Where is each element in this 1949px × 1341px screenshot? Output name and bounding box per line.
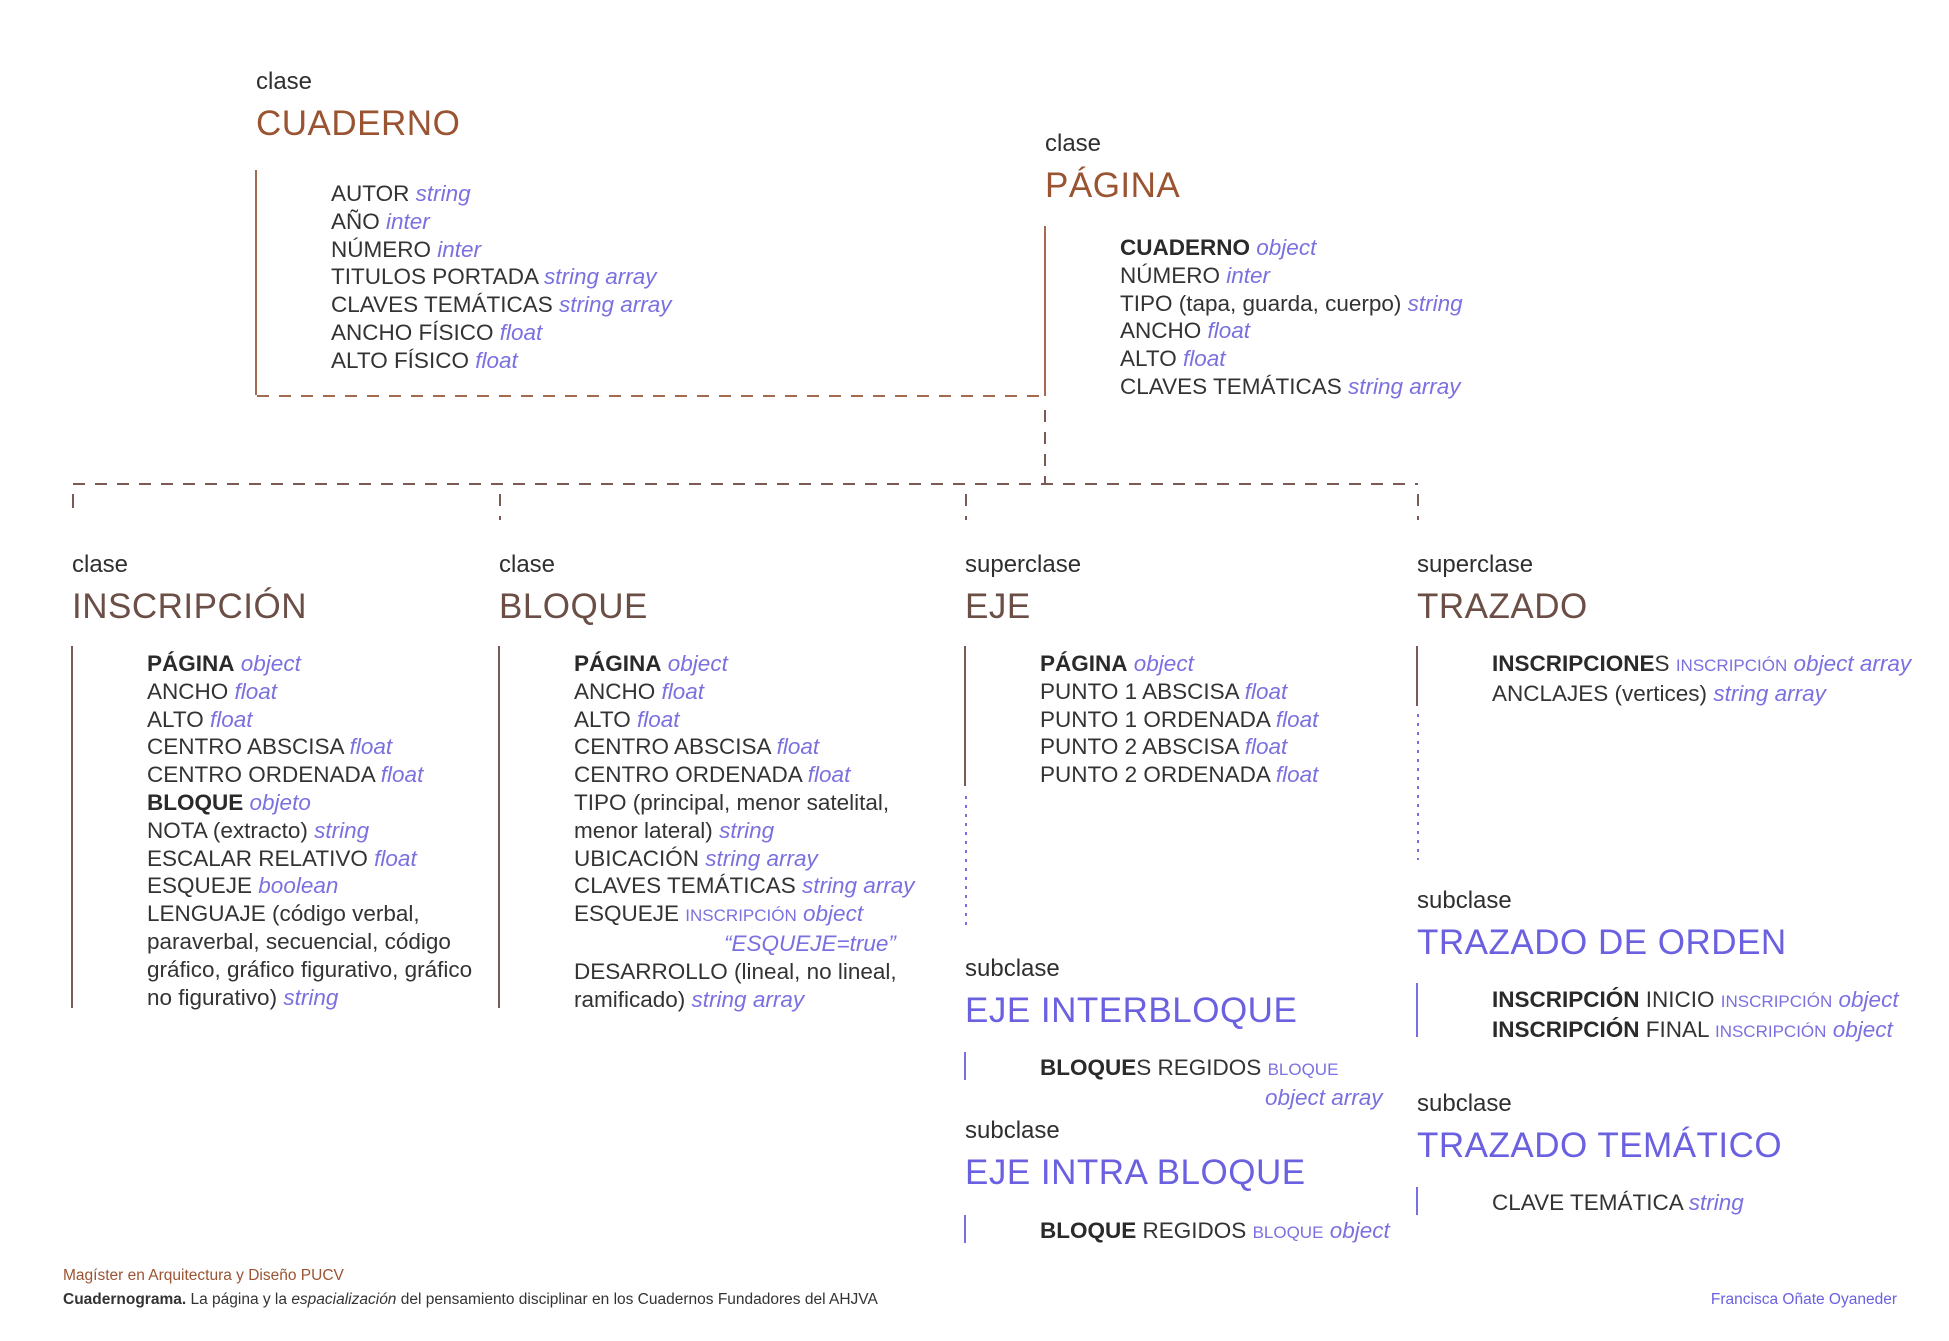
attribute-row [1040,1217,1390,1247]
attribute-row [574,678,915,706]
attrs-bloque [574,650,915,1013]
attribute-name: CENTRO ORDENADA [147,762,375,788]
attribute-type: float [234,678,278,704]
class-name: EJE INTRA BLOQUE [965,1153,1306,1192]
attribute-row [147,789,472,817]
attribute-type: float [1275,762,1319,788]
class-bar-bloque [498,646,500,1008]
attribute-row [574,761,915,789]
attribute-type-class: INSCRIPCIÓN [1720,992,1833,1011]
class-kind: clase [1045,130,1102,157]
attribute-type: string [283,984,339,1010]
attribute-type: string array [543,264,657,290]
attribute-type: string array [559,292,672,318]
attribute-type: object [240,651,301,676]
attribute-type: float [209,706,253,732]
attribute-type: float [499,319,543,345]
attribute-name: S [1654,651,1670,676]
attribute-name: PUNTO 2 ORDENADA [1040,762,1270,788]
class-kind: superclase [965,551,1082,578]
attribute-type: float [1244,734,1288,760]
attribute-row [147,733,472,761]
attribute-name: CENTRO ABSCISA [147,734,344,760]
attribute-row [1492,1016,1899,1046]
attribute-name-bold: BLOQUE [1040,1055,1137,1080]
attribute-type: object [1832,1016,1893,1042]
attribute-name-bold: BLOQUE [1040,1218,1137,1243]
class-bar-cuaderno [255,170,257,395]
attribute-type: string [314,817,370,843]
attribute-row [574,817,915,845]
attribute-name-bold: CUADERNO [1120,235,1251,260]
footer-title [63,1291,878,1309]
attribute-row [1040,678,1318,706]
attribute-name-bold: INSCRIPCIONE [1492,651,1655,676]
attribute-type: object array [1793,651,1912,676]
class-name: TRAZADO TEMÁTICO [1417,1126,1783,1165]
attrs-cuaderno [331,180,672,375]
attribute-type: string [415,181,471,206]
attribute-row [147,650,472,678]
attribute-name: ALTO [1120,346,1177,372]
class-kind: subclase [1417,887,1512,914]
attribute-row [1040,650,1318,678]
attribute-type: string array [691,986,805,1012]
attrs-inscripcion [147,650,472,1011]
attribute-name: CENTRO ORDENADA [574,762,802,788]
attribute-type: float [475,347,518,373]
class-name: INSCRIPCIÓN [72,587,307,626]
attribute-row [1120,262,1463,290]
attribute-type-class: BLOQUE [1252,1223,1324,1242]
attribute-type: string [1407,290,1463,316]
footer-institution: Magíster en Arquitectura y Diseño PUCV [63,1267,344,1284]
attribute-name: no figurativo) [147,984,278,1010]
attrs-trazado-orden [1492,986,1899,1046]
attribute-type: string array [1348,373,1461,399]
attribute-name: CLAVES TEMÁTICAS [574,873,796,899]
attribute-name: UBICACIÓN [574,845,706,871]
attribute-name: CLAVE TEMÁTICA [1492,1190,1683,1215]
attribute-type: object [1133,651,1194,676]
attribute-name-bold: PÁGINA [574,651,662,676]
footer-author: Francisca Oñate Oyaneder [1710,1291,1897,1308]
class-bar-eje-intra [964,1215,966,1243]
footer-title-pre: La página y la [186,1291,292,1308]
attribute-name: ANCHO [1120,318,1202,344]
attribute-type: float [1244,678,1288,704]
class-name: TRAZADO DE ORDEN [1417,923,1787,962]
attribute-row [1120,317,1463,345]
attribute-name: NOTA (extracto) [147,817,308,843]
attribute-name: ANCHO [147,678,229,704]
attribute-type: inter [437,236,482,262]
attribute-type: float [1207,318,1251,344]
class-name: BLOQUE [499,587,648,626]
class-kind: subclase [1417,1090,1512,1117]
attribute-name: PUNTO 2 ABSCISA [1040,734,1239,760]
class-bar-eje [964,646,966,786]
class-name: PÁGINA [1045,166,1181,205]
attribute-row [331,180,672,208]
attribute-type: string [1688,1190,1744,1215]
attribute-row [1492,1189,1744,1217]
attribute-type: string array [1713,680,1826,706]
attribute-name: PUNTO 1 ORDENADA [1040,706,1270,732]
attribute-row [1120,290,1463,318]
attribute-row [147,956,472,984]
attribute-row [147,928,472,956]
attrs-trazado [1492,650,1911,708]
attrs-eje-intra [1040,1217,1390,1247]
attribute-row [331,319,672,347]
class-eje [965,551,1081,627]
attribute-row [574,845,915,873]
attribute-name: AUTOR [331,181,410,206]
attribute-row [574,789,915,817]
attribute-row [574,930,915,958]
class-kind: clase [72,551,129,578]
attribute-name: ESQUEJE [574,901,680,927]
attribute-name: ESCALAR RELATIVO [147,845,368,871]
attribute-row [1040,761,1318,789]
attribute-row [574,958,915,986]
attribute-name: menor lateral) [574,817,713,843]
attribute-type: float [1275,706,1319,732]
class-kind: subclase [965,1117,1060,1144]
attribute-name: NÚMERO [331,236,431,262]
attribute-row [147,845,472,873]
attribute-row [1492,986,1899,1016]
attribute-row [331,291,672,319]
attribute-name: ALTO FÍSICO [331,347,469,373]
class-kind: clase [256,68,313,95]
attribute-type: boolean [258,873,339,899]
attribute-name: gráfico, gráfico figurativo, gráfico [147,956,473,982]
attribute-name: CENTRO ABSCISA [574,734,771,760]
attribute-row [1120,345,1463,373]
attribute-row [1120,373,1463,401]
class-inscripcion [72,551,307,627]
attribute-row [331,263,672,291]
class-bar-trazado-orden [1416,983,1418,1037]
class-name: TRAZADO [1417,587,1588,626]
attrs-pagina [1120,234,1463,401]
attribute-name: NÚMERO [1120,262,1220,288]
attribute-type: float [380,762,424,788]
attribute-row [574,706,915,734]
class-bar-eje-interbloque [964,1052,966,1080]
attribute-name: ALTO [147,706,204,732]
attrs-eje [1040,650,1318,789]
attribute-name: ramificado) [574,986,686,1012]
attribute-type: string array [802,873,915,899]
class-bar-inscripcion [71,646,73,1008]
class-bar-trazado-tematico [1416,1187,1418,1215]
class-bloque [499,551,648,627]
attribute-type: float [636,706,680,732]
attribute-name: CLAVES TEMÁTICAS [331,292,553,318]
attribute-name: S REGIDOS [1136,1055,1262,1080]
attribute-row [147,706,472,734]
attribute-row [331,347,672,375]
attribute-name-bold: INSCRIPCIÓN [1492,1016,1640,1042]
attribute-type: string array [705,845,818,871]
attribute-row [1492,680,1911,708]
attribute-row [147,678,472,706]
footer-title-post: del pensamiento disciplinar en los Cuadernos Fundadores del AHJVA [396,1291,878,1308]
attribute-row [147,761,472,789]
attribute-row [1040,733,1318,761]
attribute-row [1040,1054,1383,1084]
attribute-type: inter [1226,262,1271,288]
attribute-name: ANCHO FÍSICO [331,319,494,345]
attribute-type: object [1329,1218,1390,1243]
attribute-row [331,208,672,236]
attribute-row [331,236,672,264]
attribute-name: TIPO (principal, menor satelital, [574,789,890,815]
attribute-name: REGIDOS [1136,1218,1247,1243]
class-kind: subclase [965,955,1060,982]
attribute-type: float [807,762,851,788]
attribute-name: ALTO [574,706,631,732]
attribute-row [147,900,472,928]
attribute-type: float [661,678,705,704]
attribute-note: “ESQUEJE=true” [724,930,896,956]
attribute-name-bold: BLOQUE [147,789,244,815]
class-kind: superclase [1417,551,1534,578]
attribute-row [1120,234,1463,262]
attribute-name: DESARROLLO (lineal, no lineal, [574,958,897,984]
class-name: EJE INTERBLOQUE [965,991,1298,1030]
attribute-name-bold: INSCRIPCIÓN [1492,987,1640,1012]
attribute-row [574,733,915,761]
class-trazado-tematico [1417,1090,1782,1166]
attribute-name: TIPO (tapa, guarda, cuerpo) [1120,290,1402,316]
attribute-name: PUNTO 1 ABSCISA [1040,678,1239,704]
class-pagina [1045,130,1180,206]
class-eje-intra-bloque [965,1117,1306,1193]
attribute-name-bold: PÁGINA [147,651,235,676]
attribute-type: object [667,651,728,676]
attribute-row [574,900,915,930]
attribute-row [147,984,472,1012]
class-name: CUADERNO [256,104,461,143]
attribute-name: LENGUAJE (código verbal, [147,901,420,927]
class-bar-pagina [1044,226,1046,396]
attribute-row [574,986,915,1014]
attribute-row [1492,650,1911,680]
attribute-type: objeto [249,789,311,815]
attribute-name: TITULOS PORTADA [331,264,538,290]
attribute-row [147,817,472,845]
class-cuaderno [256,68,460,144]
attribute-name: AÑO [331,208,380,234]
attribute-row [1040,1084,1383,1112]
attribute-row [574,650,915,678]
attribute-name: ANCHO [574,678,656,704]
class-name: EJE [965,587,1031,626]
attribute-type-class: INSCRIPCIÓN [685,906,797,926]
class-bar-trazado [1416,646,1418,706]
attribute-row [574,872,915,900]
attribute-type: object [1256,235,1317,260]
attribute-name-bold: PÁGINA [1040,651,1128,676]
attribute-type: object [803,901,864,927]
attribute-row [147,872,472,900]
attrs-trazado-tematico [1492,1189,1744,1217]
attribute-name: FINAL [1639,1016,1709,1042]
footer-title-italic: espacialización [291,1291,397,1308]
attribute-type: float [1182,346,1226,372]
class-eje-interbloque [965,955,1297,1031]
class-trazado [1417,551,1588,627]
attribute-name: ANCLAJES (vertices) [1492,680,1708,706]
attribute-type: string [719,817,775,843]
attribute-type: object array [1265,1084,1383,1110]
attribute-type: object [1838,987,1899,1012]
attrs-eje-interbloque [1040,1054,1383,1112]
attribute-type-class: BLOQUE [1267,1060,1339,1079]
attribute-type: float [349,734,393,760]
class-trazado-orden [1417,887,1787,963]
attribute-type-class: INSCRIPCIÓN [1675,656,1788,675]
attribute-row [1040,706,1318,734]
class-kind: clase [499,551,556,578]
attribute-type-class: INSCRIPCIÓN [1714,1021,1827,1041]
attribute-name: CLAVES TEMÁTICAS [1120,373,1342,399]
attribute-name: ESQUEJE [147,873,253,899]
attribute-type: float [374,845,417,871]
attribute-type: float [776,734,820,760]
attribute-name: INICIO [1639,987,1715,1012]
footer-title-bold: Cuadernograma. [63,1291,187,1308]
attribute-name: paraverbal, secuencial, código [147,928,451,954]
attribute-type: inter [386,208,430,234]
